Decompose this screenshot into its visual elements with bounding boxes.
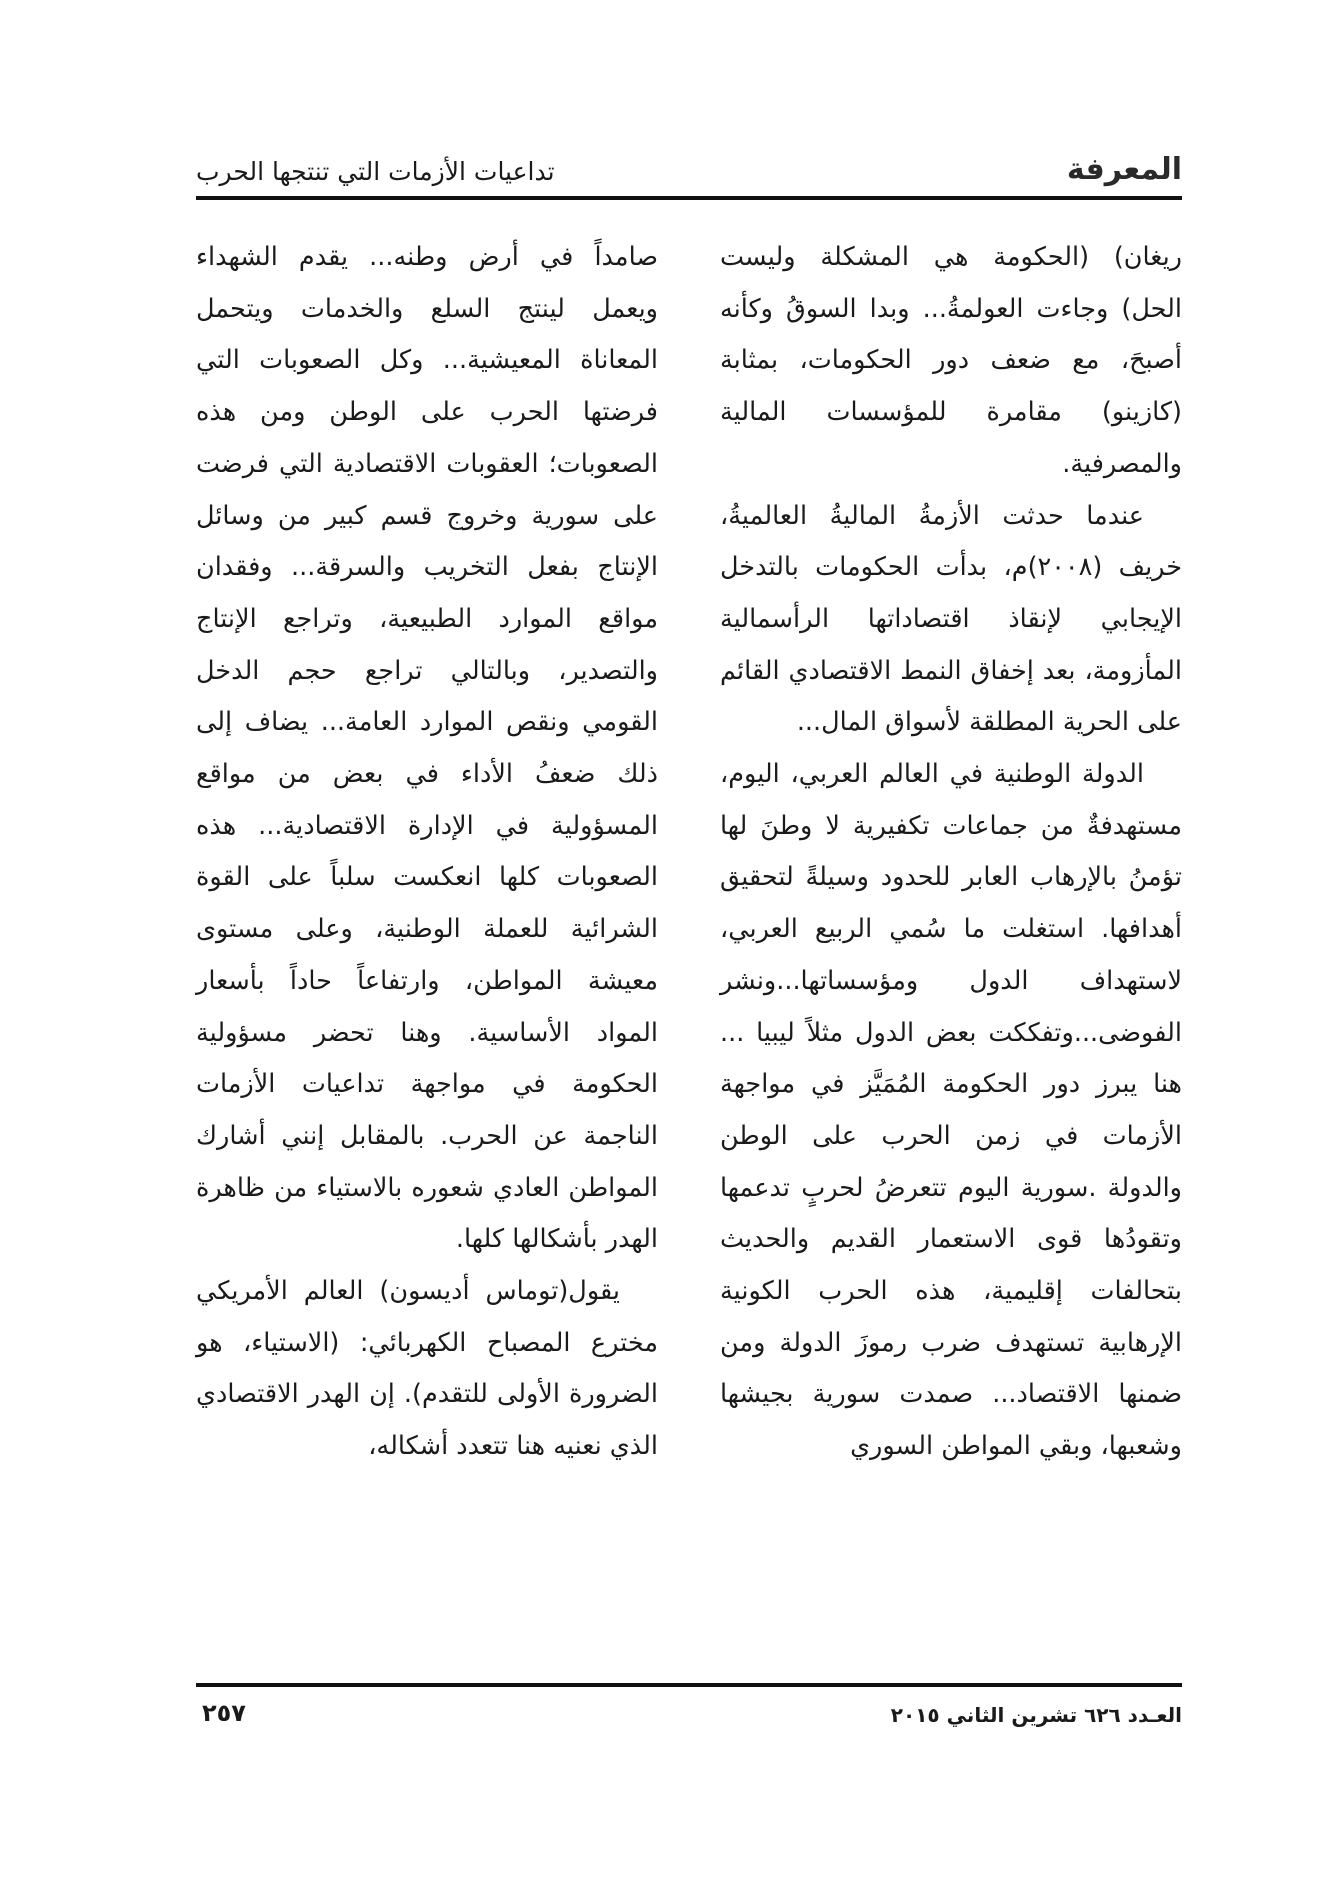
right-column — [720, 232, 1182, 1473]
left-column — [196, 232, 658, 1473]
paragraph: صامداً في أرض وطنه... يقدم الشهداء ويعمل لينتج السلع والخدمات ويتحمل المعاناة المعيشية... وكل الصعوبات التي فرضتها الحرب على الوطن ومن هذه الصعوبات؛ العقوبات الاقتصادية التي فرضت على سورية وخروج قسم كبير من وسائل الإنتاج بفعل التخريب والسرقة... وفقدان مواقع الموارد الطبيعية، وتراجع الإنتاج والتصدير، وبالتالي تراجع حجم الدخل القومي ونقص الموارد العامة... يضاف إلى ذلك ضعفُ الأداء في بعض من مواقع المسؤولية في الإدارة الاقتصادية... هذه الصعوبات كلها انعكست سلباً على القوة الشرائية للعملة الوطنية، وعلى مستوى معيشة المواطن، وارتفاعاً حاداً بأسعار المواد الأساسية. وهنا تحضر مسؤولية الحكومة في مواجهة تداعيات الأزمات الناجمة عن الحرب. بالمقابل إنني أشارك المواطن العادي شعوره بالاستياء من ظاهرة الهدر بأشكالها كلها. — [196, 242, 658, 1255]
running-title: تداعيات الأزمات التي تنتجها الحرب — [196, 157, 555, 186]
page-header — [196, 150, 1182, 198]
paragraph: عندما حدثت الأزمةُ الماليةُ العالميةُ، خريف (٢٠٠٨)م، بدأت الحكومات بالتدخل الإيجابي لإنقاذ اقتصاداتها الرأسمالية المأزومة، بعد إخفاق النمط الاقتصادي القائم على الحرية المطلقة لأسواق المال... — [720, 500, 1182, 738]
header-divider — [196, 196, 1182, 200]
issue-info: العـدد ٦٢٦ تشرين الثاني ٢٠١٥ — [890, 1703, 1182, 1727]
paragraph: الدولة الوطنية في العالم العربي، اليوم، مستهدفةٌ من جماعات تكفيرية لا وطنَ لها تؤمنُ بالإرهاب العابر للحدود وسيلةً لتحقيق أهدافها. استغلت ما سُمي الربيع العربي، لاستهداف الدول ومؤسساتها...ونشر الفوضى...وتفككت بعض الدول مثلاً ليبيا ... هنا يبرز دور الحكومة المُمَيَّز في مواجهة الأزمات في زمن الحرب على الوطن والدولة .سورية اليوم تتعرضُ لحربٍ تدعمها وتقودُها قوى الاستعمار القديم والحديث بتحالفات إقليمية، هذه الحرب الكونية الإرهابية تستهدف ضرب رموزَ الدولة ومن ضمنها الاقتصاد... صمدت سورية بجيشها وشعبها، وبقي المواطن السوري — [720, 759, 1182, 1462]
paragraph: يقول(توماس أديسون) العالم الأمريكي مخترع المصباح الكهربائي: (الاستياء، هو الضرورة الأولى للتقدم). إن الهدر الاقتصادي الذي نعنيه هنا تتعدد أشكاله، — [196, 1276, 658, 1462]
paragraph: ريغان) (الحكومة هي المشكلة وليست الحل) وجاءت العولمةُ... وبدا السوقُ وكأنه أصبحَ، مع ضعف دور الحكومات، بمثابة (كازينو) مقامرة للمؤسسات المالية والمصرفية. — [720, 242, 1182, 479]
page-footer — [196, 1700, 1182, 1740]
footer-divider — [196, 1683, 1182, 1687]
magazine-logo: المعرفة — [1066, 152, 1182, 187]
page-number: ٢٥٧ — [202, 1699, 246, 1727]
